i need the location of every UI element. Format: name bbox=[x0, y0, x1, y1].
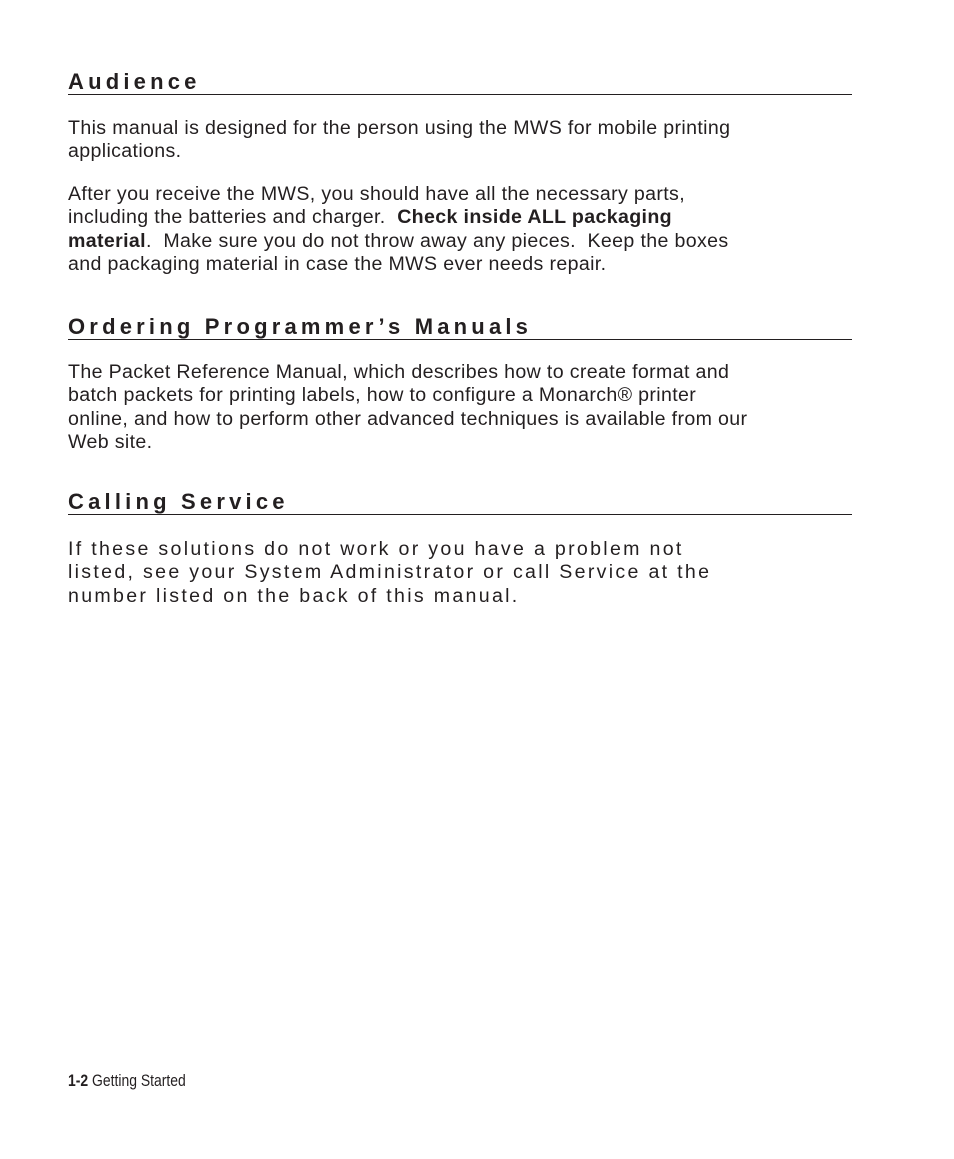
text-line: batch packets for printing labels, how to configure a Monarch® printer bbox=[68, 384, 697, 407]
page-number: 1-2 bbox=[68, 1071, 89, 1090]
paragraph-audience-1 bbox=[68, 117, 852, 164]
text-segment: . Make sure you do not throw away any pieces. Keep the boxes bbox=[145, 229, 729, 252]
text-line: The Packet Reference Manual, which describes how to create format and bbox=[68, 361, 730, 383]
paragraph-calling-service bbox=[68, 538, 852, 608]
heading-audience: Audience bbox=[68, 70, 852, 95]
section-audience bbox=[68, 70, 852, 276]
section-ordering-manuals bbox=[68, 315, 852, 455]
text-line: Web site. bbox=[68, 431, 153, 454]
section-calling-service bbox=[68, 490, 852, 608]
paragraph-ordering-manuals bbox=[68, 361, 852, 455]
text-line bbox=[68, 230, 852, 253]
text-line: This manual is designed for the person using the MWS for mobile printing bbox=[68, 117, 731, 139]
chapter-title: Getting Started bbox=[92, 1071, 186, 1090]
text-line: If these solutions do not work or you have a problem not bbox=[68, 538, 684, 560]
text-line: After you receive the MWS, you should have all the necessary parts, bbox=[68, 182, 685, 205]
page-footer bbox=[68, 1071, 186, 1091]
text-line: number listed on the back of this manual. bbox=[68, 584, 520, 607]
text-segment: including the batteries and charger. bbox=[68, 206, 398, 229]
paragraph-audience-2 bbox=[68, 183, 852, 277]
text-line: listed, see your System Administrator or call Service at the bbox=[68, 561, 712, 584]
text-line bbox=[68, 206, 852, 229]
text-line: and packaging material in case the MWS ever needs repair. bbox=[68, 253, 607, 276]
text-line: online, and how to perform other advanced techniques is available from our bbox=[68, 407, 748, 430]
heading-ordering-manuals: Ordering Programmer’s Manuals bbox=[68, 315, 852, 340]
emphasis-text: Check inside ALL packaging bbox=[397, 206, 672, 229]
text-line: applications. bbox=[68, 140, 182, 163]
heading-calling-service: Calling Service bbox=[68, 490, 852, 515]
emphasis-text: material bbox=[68, 229, 146, 252]
